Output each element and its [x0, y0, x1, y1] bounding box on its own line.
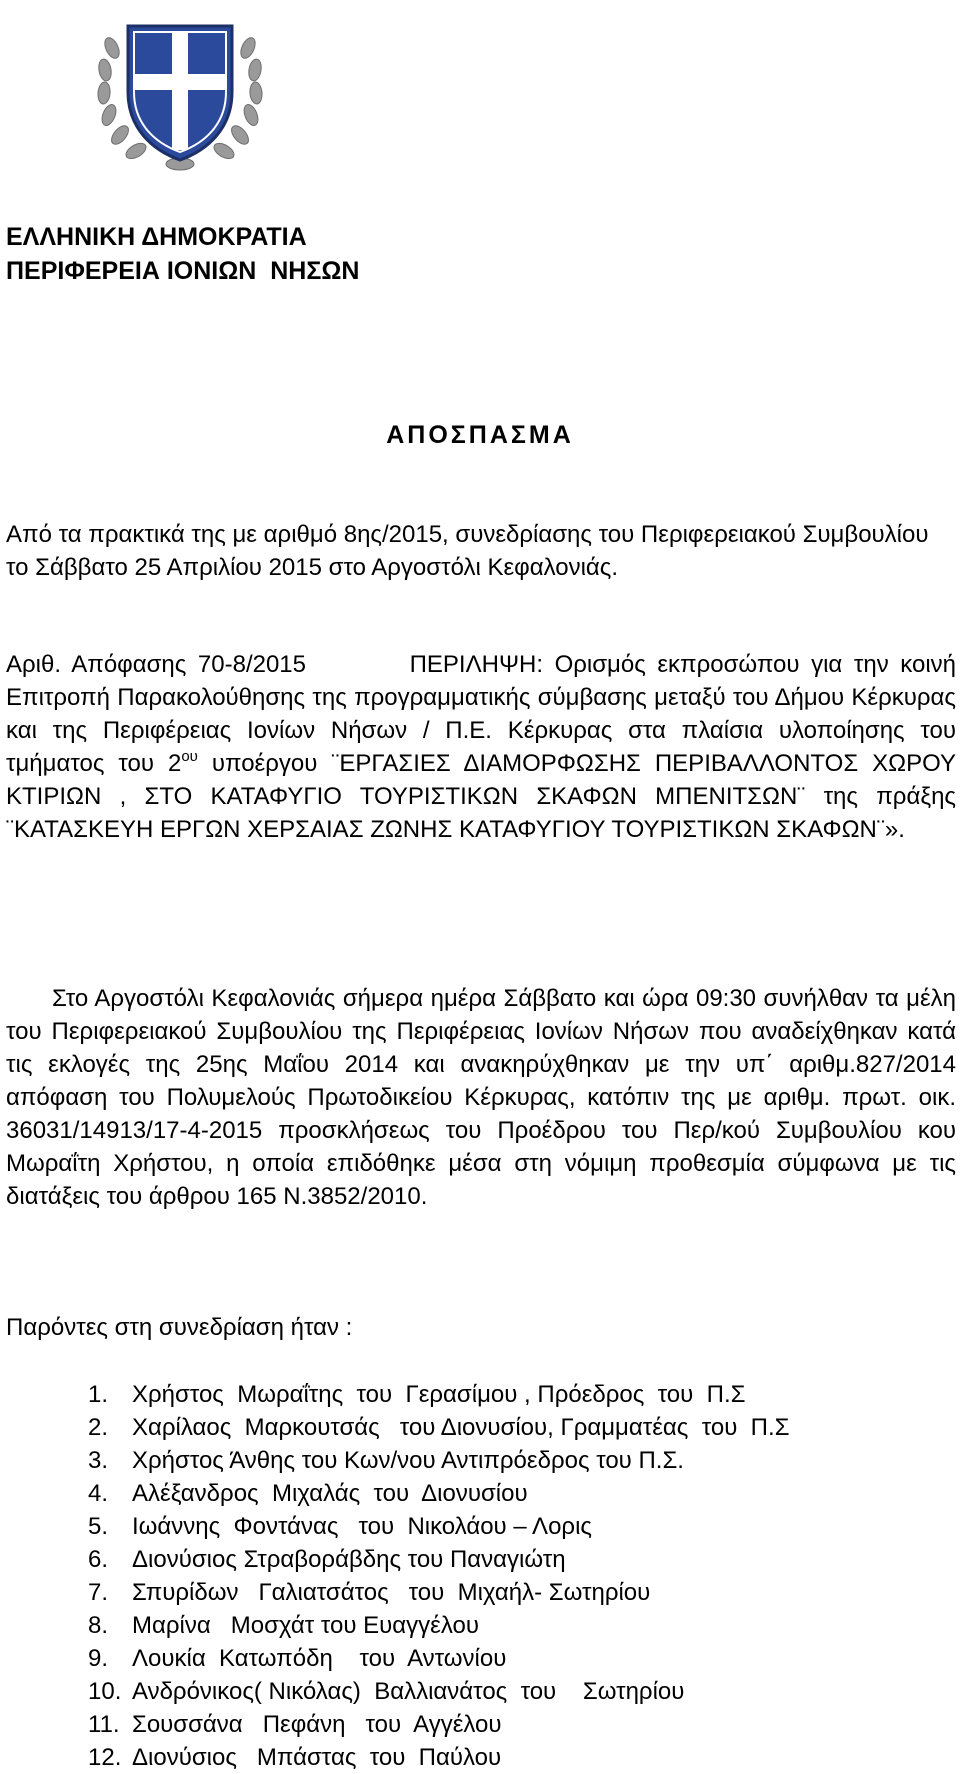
decision-summary-part2: υποέργου ¨ΕΡΓΑΣΙΕΣ ΔΙΑΜΟΡΦΩΣΗΣ ΠΕΡΙΒΑΛΛΟΝΤΟΣ ΧΩΡΟΥ ΚΤΙΡΙΩΝ , ΣΤΟ ΚΑΤΑΦΥΓΙΟ ΤΟΥΡΙΣΤΙΚΩΝ ΣΚΑΦΩΝ ΜΠΕΝΙΤΣΩΝ¨ της πράξης ¨ΚΑΤΑΣΚΕΥΗ ΕΡΓΩΝ ΧΕΡΣΑΙΑΣ ΖΩΝΗΣ ΚΑΤΑΦΥΓΙΟΥ ΤΟΥΡΙΣΤΙΚΩΝ ΣΚΑΦΩΝ¨». [6, 750, 957, 843]
present-heading: Παρόντες στη συνεδρίαση ήταν : [6, 1314, 353, 1341]
ordinal-superscript: ου [181, 748, 198, 765]
list-item [88, 1510, 790, 1543]
member-name: Αλέξανδρος Μιχαλάς του Διονυσίου [132, 1480, 528, 1507]
decision-summary-part1: ΠΕΡΙΛΗΨΗ: Ορισμός εκπροσώπου για την κοινή Επιτροπή Παρακολούθησης της προγραμματικής σύμβασης μεταξύ του Δήμου Κέρκυρας και της Περιφέρειας Ιονίων Νήσων / Π.Ε. Κέρκυρας στα πλαίσια υλοποίησης του τμήματος του 2 [6, 651, 956, 777]
member-name: Χρήστος Άνθης του Κων/νου Αντιπρόεδρος του Π.Σ. [132, 1447, 684, 1474]
coat-of-arms-emblem [92, 8, 268, 174]
list-item-number: 7. [88, 1579, 109, 1606]
decision-paragraph [6, 648, 956, 846]
list-item [88, 1675, 790, 1708]
member-name: Διονύσιος Στραβοράβδης του Παναγιώτη [132, 1546, 566, 1573]
list-item-number: 12. [88, 1744, 122, 1771]
list-item [88, 1378, 790, 1411]
list-item-number: 6. [88, 1546, 109, 1573]
list-item-number: 11. [88, 1711, 120, 1738]
member-name: Μαρίνα Μοσχάτ του Ευαγγέλου [132, 1612, 479, 1639]
list-item [88, 1642, 790, 1675]
member-name: Ανδρόνικος( Νικόλας) Βαλλιανάτος του Σωτηρίου [132, 1678, 685, 1705]
members-list [88, 1378, 790, 1774]
document-title: ΑΠΟΣΠΑΣΜΑ [386, 421, 574, 449]
list-item [88, 1609, 790, 1642]
list-item-number: 1. [88, 1381, 109, 1408]
cross-horizontal [134, 74, 226, 90]
decision-number: Αριθ. Απόφασης 70-8/2015 [6, 651, 306, 678]
meeting-paragraph: Στο Αργοστόλι Κεφαλονιάς σήμερα ημέρα Σάββατο και ώρα 09:30 συνήλθαν τα μέλη του Περιφερειακού Συμβουλίου της Περιφέρειας Ιονίων Νήσων που αναδείχθηκαν κατά τις εκλογές της 25ης Μαΐου 2014 και ανακηρύχθηκαν με την υπ΄ αριθμ.827/2014 απόφαση του Πολυμελούς Πρωτοδικείου Κέρκυρας, κατόπιν της με αριθμ. πρωτ. οικ. 36031/14913/17-4-2015 προσκλήσεως του Προέδρου του Περ/κού Συμβουλίου κου Μωραΐτη Χρήστου, η οποία επιδόθηκε μέσα στη νόμιμη προθεσμία σύμφωνα με τις διατάξεις του άρθρου 165 Ν.3852/2010. [6, 985, 956, 1210]
header-line-region: ΠΕΡΙΦΕΡΕΙΑ ΙΟΝΙΩΝ ΝΗΣΩΝ [6, 257, 360, 285]
member-name: Σουσσάνα Πεφάνη του Αγγέλου [132, 1711, 502, 1738]
member-name: Χρήστος Μωραΐτης του Γερασίμου , Πρόεδρος του Π.Σ [132, 1381, 746, 1408]
list-item-number: 8. [88, 1612, 109, 1639]
list-item [88, 1444, 790, 1477]
coat-of-arms-icon [92, 8, 268, 174]
list-item-number: 5. [88, 1513, 109, 1540]
list-item-number: 4. [88, 1480, 109, 1507]
member-name: Λουκία Κατωπόδη του Αντωνίου [132, 1645, 507, 1672]
list-item-number: 10. [88, 1678, 122, 1705]
list-item [88, 1411, 790, 1444]
member-name: Διονύσιος Μπάστας του Παύλου [132, 1744, 502, 1771]
member-name: Ιωάννης Φοντάνας του Νικολάου – Λορις [132, 1513, 592, 1540]
cross-vertical [172, 32, 188, 150]
member-name: Σπυρίδων Γαλιατσάτος του Μιχαήλ- Σωτηρίου [132, 1579, 651, 1606]
list-item-number: 2. [88, 1414, 109, 1441]
list-item-number: 9. [88, 1645, 109, 1672]
member-name: Χαρίλαος Μαρκουτσάς του Διονυσίου, Γραμματέας του Π.Σ [132, 1414, 790, 1441]
list-item [88, 1576, 790, 1609]
list-item-number: 3. [88, 1447, 109, 1474]
list-item [88, 1543, 790, 1576]
list-item [88, 1708, 790, 1741]
header-line-republic: ΕΛΛΗΝΙΚΗ ΔΗΜΟΚΡΑΤΙΑ [6, 223, 307, 251]
list-item [88, 1741, 790, 1774]
issuer-header [6, 220, 359, 288]
session-paragraph: Από τα πρακτικά της με αριθμό 8ης/2015, συνεδρίασης του Περιφερειακού Συμβουλίου το Σάββατο 25 Απριλίου 2015 στο Αργοστόλι Κεφαλονιάς. [6, 521, 929, 581]
list-item [88, 1477, 790, 1510]
